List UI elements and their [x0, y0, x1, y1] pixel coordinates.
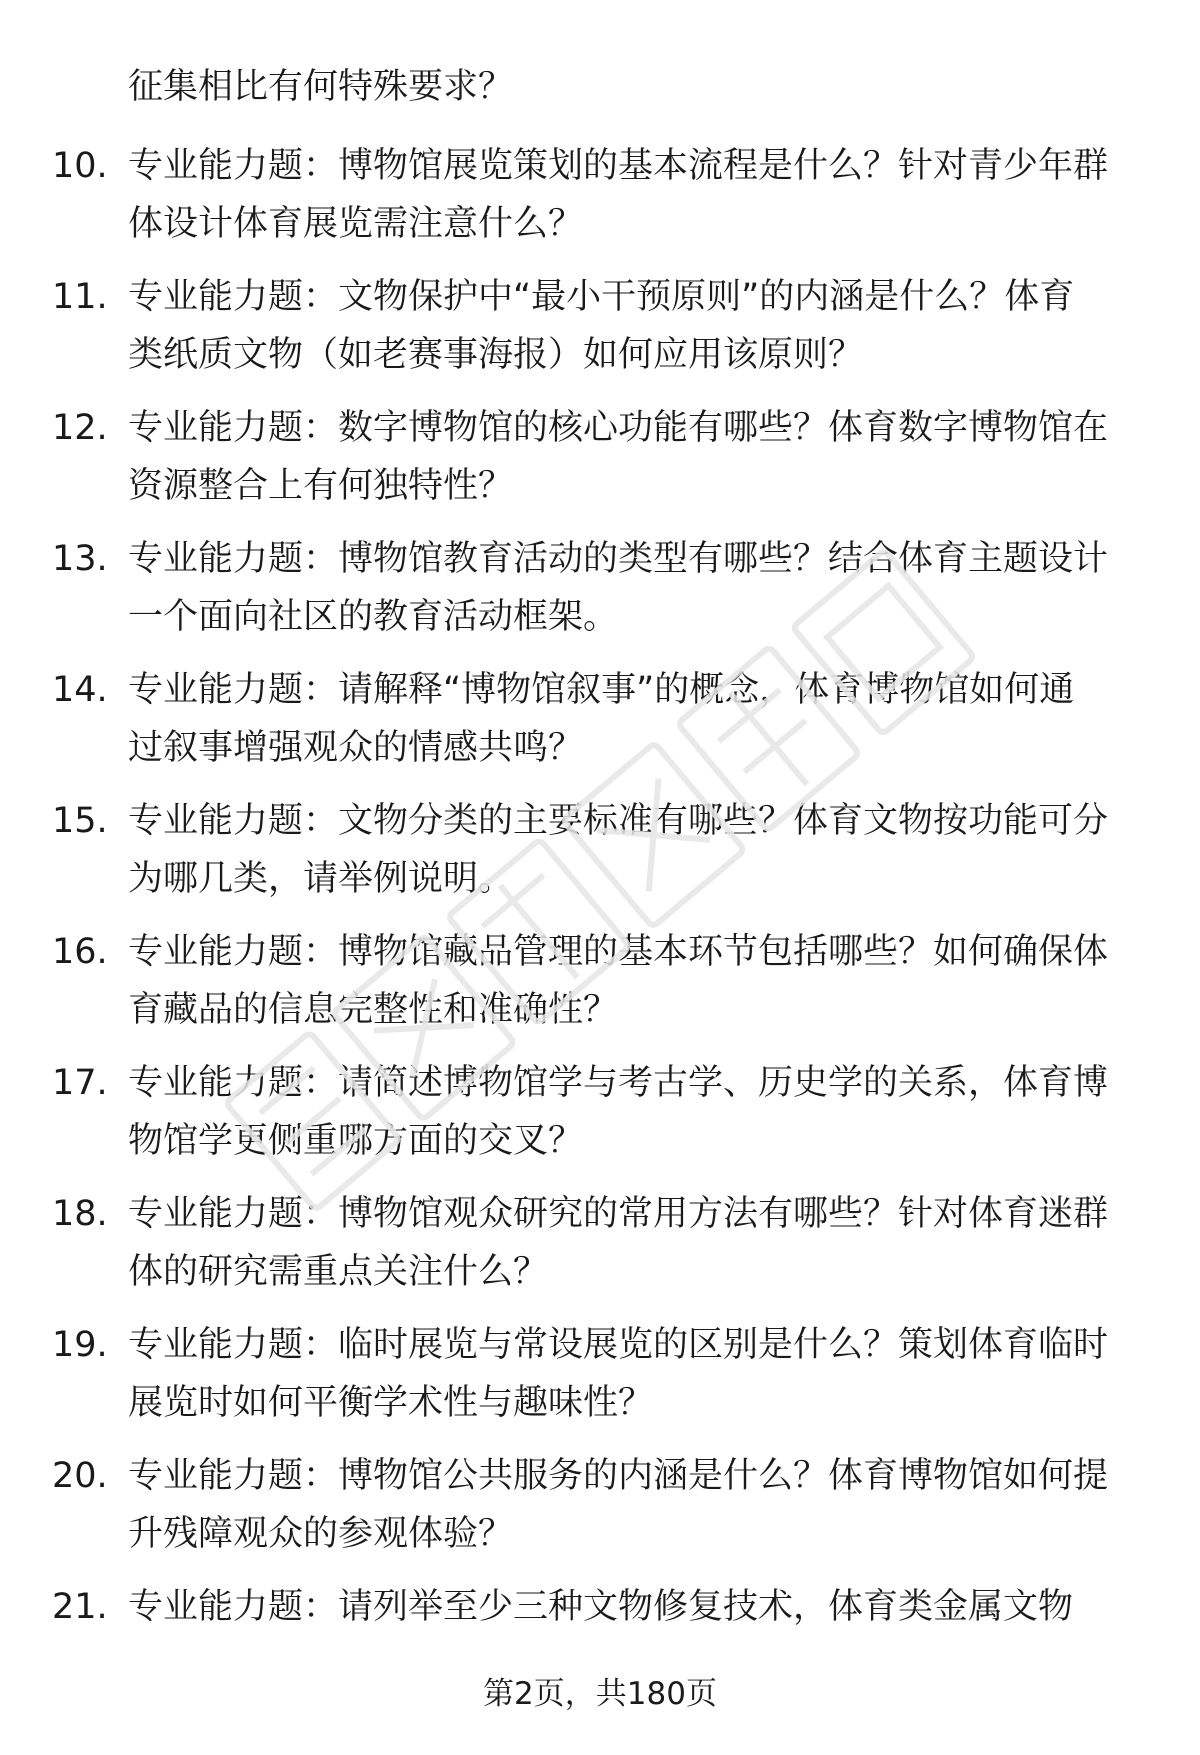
question-item-17 [0, 1054, 1200, 1185]
question-item-16 [0, 923, 1200, 1054]
question-number: 19. [52, 1325, 108, 1365]
question-number: 14. [52, 670, 108, 710]
question-text-line2: 育藏品的信息完整性和准确性？ [128, 990, 619, 1030]
question-text-line1: 专业能力题：文物分类的主要标准有哪些？体育文物按功能可分 [128, 801, 1109, 841]
question-list [0, 137, 1200, 1709]
question-number: 21. [52, 1587, 108, 1627]
question-item-10 [0, 137, 1200, 268]
question-text-line2: 体的研究需重点关注什么？ [128, 1252, 549, 1292]
question-text-line2: 升残障观众的参观体验？ [128, 1514, 514, 1554]
question-text-line1: 专业能力题：博物馆公共服务的内涵是什么？体育博物馆如何提 [128, 1456, 1109, 1496]
question-number: 20. [52, 1456, 108, 1496]
question-text-line2: 展览时如何平衡学术性与趣味性？ [128, 1383, 654, 1423]
question-number: 17. [52, 1063, 108, 1103]
question-text-line2: 为哪几类，请举例说明。 [128, 859, 514, 899]
question-number: 15. [52, 801, 108, 841]
question-number: 16. [52, 932, 108, 972]
question-number: 12. [52, 408, 108, 448]
question-number: 10. [52, 146, 108, 186]
question-number: 13. [52, 539, 108, 579]
question-text-line1: 专业能力题：请简述博物馆学与考古学、历史学的关系，体育博 [128, 1063, 1109, 1103]
question-item-12 [0, 399, 1200, 530]
question-text-line2: 物馆学更侧重哪方面的交叉？ [128, 1121, 584, 1161]
question-text-line2: 资源整合上有何独特性？ [128, 466, 514, 506]
question-text-line1: 专业能力题：博物馆观众研究的常用方法有哪些？针对体育迷群 [128, 1194, 1109, 1234]
question-item-11 [0, 268, 1200, 399]
page-footer: 第2页，共180页 [483, 1676, 717, 1712]
question-text-line2: 过叙事增强观众的情感共鸣？ [128, 728, 584, 768]
question-item-14 [0, 661, 1200, 792]
question-text-line1: 专业能力题：数字博物馆的核心功能有哪些？体育数字博物馆在 [128, 408, 1109, 448]
question-item-20 [0, 1447, 1200, 1578]
question-number: 18. [52, 1194, 108, 1234]
question-text-line1: 专业能力题：请列举至少三种文物修复技术，体育类金属文物 [128, 1587, 1074, 1627]
question-item-13 [0, 530, 1200, 661]
question-text-line1: 专业能力题：临时展览与常设展览的区别是什么？策划体育临时 [128, 1325, 1109, 1365]
question-item-18 [0, 1185, 1200, 1316]
question-text-line1: 专业能力题：博物馆展览策划的基本流程是什么？针对青少年群 [128, 146, 1109, 186]
continuation-line: 征集相比有何特殊要求？ [128, 67, 514, 107]
question-text-line1: 专业能力题：请解释“博物馆叙事”的概念，体育博物馆如何通 [128, 670, 1075, 710]
question-text-line2: 体设计体育展览需注意什么？ [128, 204, 584, 244]
question-item-15 [0, 792, 1200, 923]
question-number: 11. [52, 277, 108, 317]
question-text-line2: 一个面向社区的教育活动框架。 [128, 597, 619, 637]
question-text-line1: 专业能力题：博物馆教育活动的类型有哪些？结合体育主题设计 [128, 539, 1109, 579]
question-text-line1: 专业能力题：文物保护中“最小干预原则”的内涵是什么？体育 [128, 277, 1075, 317]
question-text-line2: 类纸质文物（如老赛事海报）如何应用该原则？ [128, 335, 864, 375]
question-text-line1: 专业能力题：博物馆藏品管理的基本环节包括哪些？如何确保体 [128, 932, 1109, 972]
question-item-19 [0, 1316, 1200, 1447]
